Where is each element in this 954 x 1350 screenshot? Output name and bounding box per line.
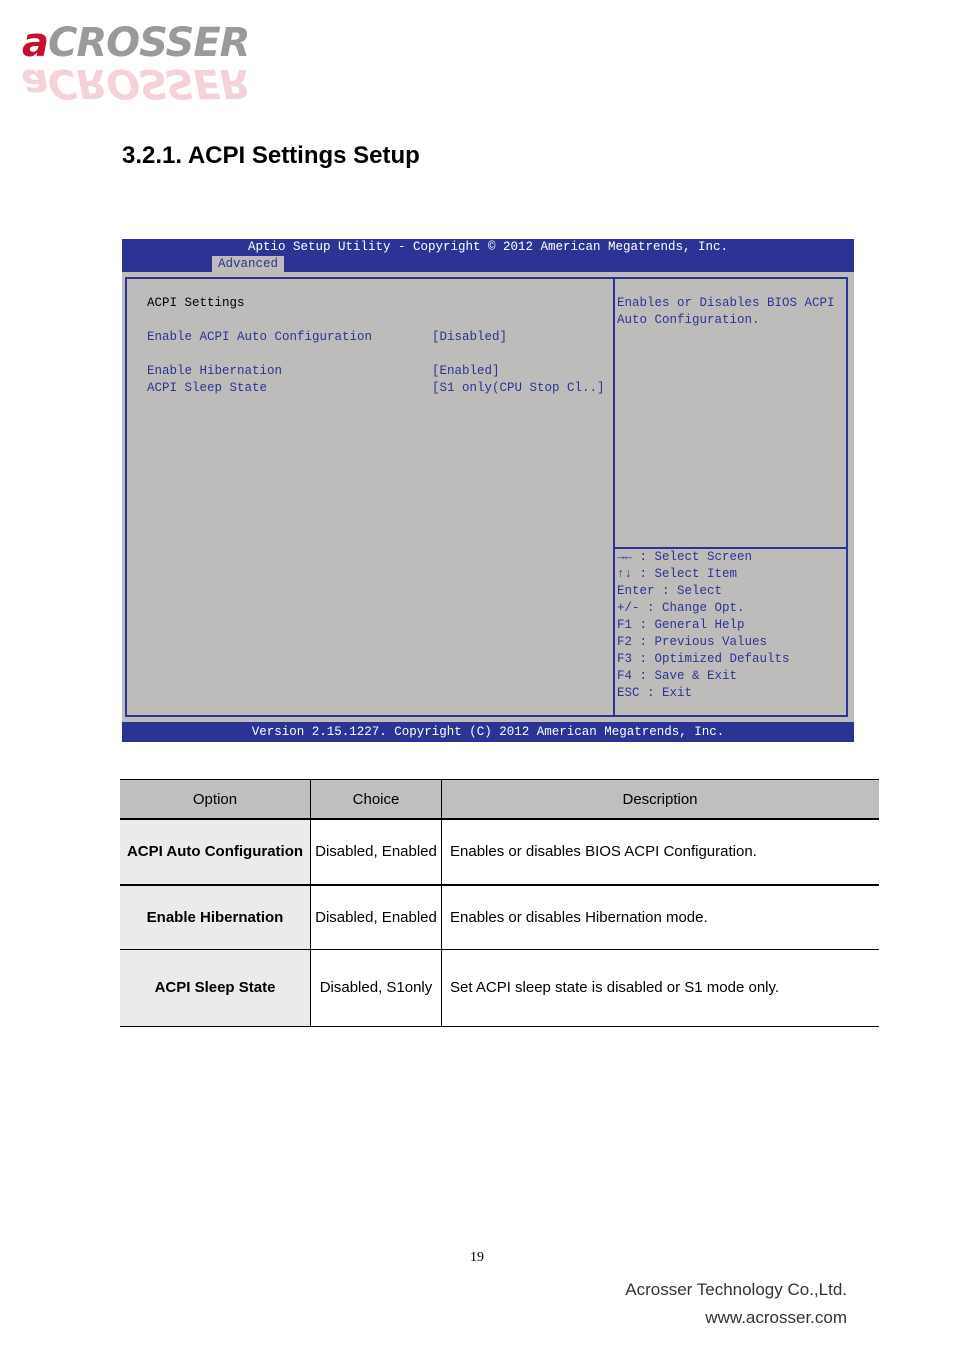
table-cell-description: Enables or disables Hibernation mode. bbox=[442, 885, 880, 950]
bios-section-label: ACPI Settings bbox=[147, 296, 245, 310]
bios-key-hint: F2 : Previous Values bbox=[617, 635, 768, 649]
table-header-choice: Choice bbox=[311, 780, 442, 820]
bios-key-hint: ↑↓ : Select Item bbox=[617, 567, 738, 581]
table-cell-option: ACPI Sleep State bbox=[120, 950, 311, 1027]
table-cell-option: Enable Hibernation bbox=[120, 885, 311, 950]
page-number: 19 bbox=[470, 1250, 484, 1265]
table-row bbox=[120, 885, 879, 950]
footer-url: www.acrosser.com bbox=[705, 1308, 847, 1327]
bios-screenshot bbox=[122, 239, 854, 742]
bios-key-hint: Enter : Select bbox=[617, 584, 723, 598]
table-cell-choice: Disabled, Enabled bbox=[311, 885, 442, 950]
acrosser-logo bbox=[8, 8, 298, 108]
section-title: 3.2.1. ACPI Settings Setup bbox=[122, 142, 420, 169]
bios-key-hint: F1 : General Help bbox=[617, 618, 745, 632]
logo-reflection: aCROSSER bbox=[22, 60, 250, 106]
bios-header-title: Aptio Setup Utility - Copyright © 2012 American Megatrends, Inc. bbox=[247, 240, 729, 254]
footer-company: Acrosser Technology Co.,Ltd. bbox=[625, 1280, 847, 1299]
table-cell-choice: Disabled, S1only bbox=[311, 950, 442, 1027]
table-cell-description: Enables or disables BIOS ACPI Configuration. bbox=[442, 819, 880, 885]
bios-item-label-sleep-state[interactable]: ACPI Sleep State bbox=[147, 381, 268, 395]
options-table bbox=[120, 779, 879, 1027]
table-cell-choice: Disabled, Enabled bbox=[311, 819, 442, 885]
bios-help-line: Enables or Disables BIOS ACPI bbox=[617, 296, 835, 310]
bios-key-hint: F4 : Save & Exit bbox=[617, 669, 738, 683]
bios-footer: Version 2.15.1227. Copyright (C) 2012 American Megatrends, Inc. bbox=[122, 722, 854, 742]
bios-help-line: Auto Configuration. bbox=[617, 313, 760, 327]
bios-item-value-hibernation[interactable]: [Enabled] bbox=[432, 364, 500, 378]
table-cell-description: Set ACPI sleep state is disabled or S1 mode only. bbox=[442, 950, 880, 1027]
bios-key-hint: +/- : Change Opt. bbox=[617, 601, 745, 615]
bios-key-hint: ESC : Exit bbox=[617, 686, 693, 700]
table-header-row bbox=[120, 780, 879, 820]
bios-item-value-acpi-auto[interactable]: [Disabled] bbox=[432, 330, 508, 344]
table-header-option: Option bbox=[120, 780, 311, 820]
tab-advanced[interactable]: Advanced bbox=[212, 256, 284, 272]
table-header-description: Description bbox=[442, 780, 880, 820]
bios-item-value-sleep-state[interactable]: [S1 only(CPU Stop Cl..] bbox=[432, 381, 605, 395]
bios-header-bar bbox=[122, 239, 854, 272]
table-cell-option: ACPI Auto Configuration bbox=[120, 819, 311, 885]
bios-item-label-acpi-auto[interactable]: Enable ACPI Auto Configuration bbox=[147, 330, 373, 344]
table-row bbox=[120, 819, 879, 885]
bios-key-hint: F3 : Optimized Defaults bbox=[617, 652, 790, 666]
table-row bbox=[120, 950, 879, 1027]
bios-key-hint: →← : Select Screen bbox=[617, 550, 753, 564]
logo-text: aCROSSER bbox=[22, 20, 250, 66]
bios-divider-vertical bbox=[613, 277, 615, 717]
bios-item-label-hibernation[interactable]: Enable Hibernation bbox=[147, 364, 283, 378]
